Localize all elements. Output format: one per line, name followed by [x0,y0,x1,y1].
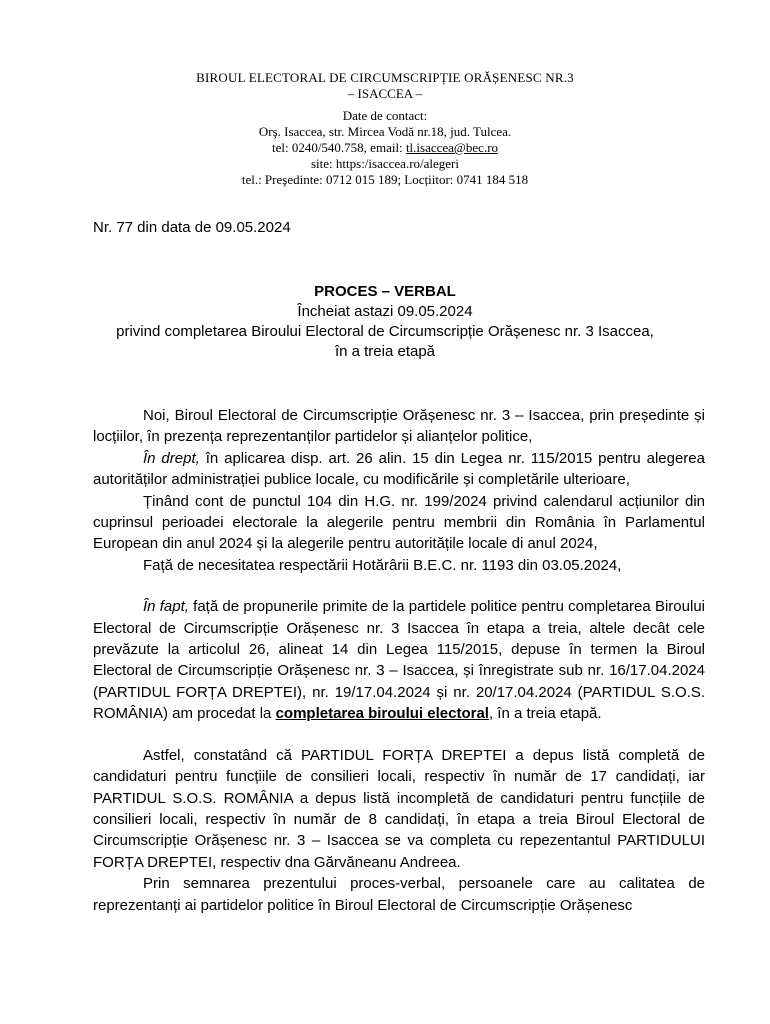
in-drept-text: în aplicarea disp. art. 26 alin. 15 din Legea nr. 115/2015 pentru alegerea autorităților administrației publice locale, cu modificările și completările ulterioare, [93,449,705,489]
letterhead [0,70,770,188]
in-drept-label: În drept, [143,449,200,467]
bureau-title: BIROUL ELECTORAL DE CIRCUMSCRIPȚIE ORĂȘENESC NR.3 [196,70,574,85]
contact-title: Date de contact: [342,108,428,123]
proces-verbal-subject: privind completarea Biroului Electoral de Circumscripție Orășenesc nr. 3 Isaccea, [116,323,654,340]
paragraph-intro: Noi, Biroul Electoral de Circumscripție Orășenesc nr. 3 – Isaccea, prin președinte și locțiilor, în prezența reprezentanților partidelor și alianțelor politice, [93,407,705,446]
contact-email-link[interactable]: tl.isaccea@bec.ro [405,140,499,155]
paragraph-in-fapt [93,596,705,724]
contact-phones: tel.: Preşedinte: 0712 015 189; Locțiitor: 0741 184 518 [241,172,529,187]
completarea-emphasis: completarea biroului electoral [275,705,489,723]
paragraph-tinand-cont: Ținând cont de punctul 104 din H.G. nr. 199/2024 privind calendarul acțiunilor din cuprinsul perioadei electorale la alegerile pentru membrii din România în Parlamentul European din anul 2024 și la alegerile pentru autoritățile locale di anul 2024, [93,492,705,553]
paragraph-fata-de: Față de necesitatea respectării Hotărârii B.E.C. nr. 1193 din 03.05.2024, [143,556,622,574]
bureau-locality: – ISACCEA – [347,86,423,101]
in-fapt-label: În fapt, [143,598,189,616]
document-body [93,405,705,916]
contact-tel: tel: 0240/540.758, email: [271,140,406,155]
contact-site: site: https:/isaccea.ro/alegeri [311,156,459,171]
proces-verbal-title: PROCES – VERBAL [314,283,456,300]
paragraph-in-drept [93,448,705,491]
contact-tel-email [0,140,770,156]
proces-verbal-stage: în a treia etapă [334,343,436,360]
paragraph-prin-semnarea: Prin semnarea prezentului proces-verbal, persoanele care au calitatea de reprezentanți ai partidelor politice în Biroul Electoral de Circumscripție Orășenesc [93,875,705,914]
in-fapt-text: față de propunerile primite de la partidele politice pentru completarea Biroului Electoral de Circumscripție Orășenesc nr. 3 Isaccea în etapa a treia, altele decât cele prevăzute la articolul 26, alineat 14 din Legea 115/2015, depuse în termen la Biroul Electoral de Circumscripție Orășenesc nr. 3 – Isaccea, și înregistrate sub nr. 16/17.04.2024 (PARTIDUL FORȚA DREPTEI), nr. 19/17.04.2024 și nr. 20/17.04.2024 (PARTIDUL S.O.S. ROMÂNIA) am procedat la [93,598,705,723]
proces-verbal-heading [0,282,770,362]
proces-verbal-date: Încheiat astazi 09.05.2024 [297,303,473,320]
contact-address: Orş. Isaccea, str. Mircea Vodă nr.18, jud. Tulcea. [258,124,512,139]
paragraph-astfel: Astfel, constatând că PARTIDUL FORȚA DREPTEI a depus listă completă de candidaturi pentru funcțiile de consilieri locali, respectiv în număr de 17 candidați, iar PARTIDUL S.O.S. ROMÂNIA a depus listă incompletă de candidaturi pentru funcțiile de consilieri locali, respectiv în număr de 8 candidați, în etapa a treia Biroul Electoral de Circumscripție Orășenesc nr. 3 – Isaccea se va completa cu repezentantul PARTIDULUI FORȚA DREPTEI, respectiv dna Gărvăneanu Andreea. [93,746,705,871]
in-fapt-end: , în a treia etapă. [488,705,602,723]
document-number: Nr. 77 din data de 09.05.2024 [93,219,291,236]
